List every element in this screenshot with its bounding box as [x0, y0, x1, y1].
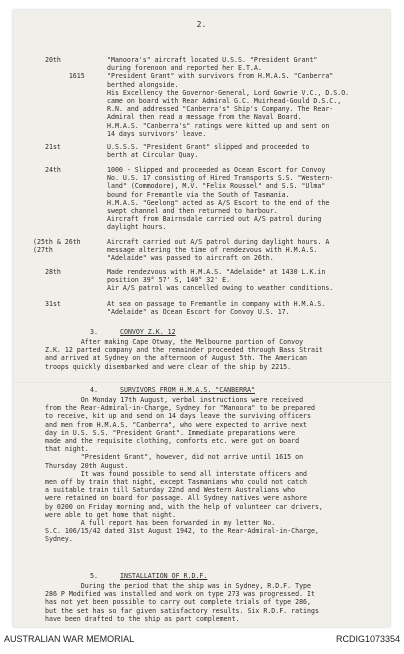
footer-record-id: RCDIG1073354: [335, 634, 400, 644]
section-number: 5.: [90, 572, 98, 580]
entry-date: 31st: [45, 300, 61, 308]
section-number: 4.: [90, 386, 98, 394]
section-convoy-zk12: [45, 328, 375, 371]
section-number: 3.: [90, 328, 98, 336]
entry-text: 1000 - Slipped and proceeded as Ocean Escort for Convoy No. U.S. 17 consisting of Hired Transports S.S. "Western- land" (Commodore), M.V. "Felix Roussel" and S.S. "Ulma" bound for Fremantle via the South of Tasmania. H.M.A.S. "Geelong" acted as A/S Escort to the end of the swept channel and then returned to harbour. Aircraft from Bairnsdale carried out A/S patrol during daylight hours.: [107, 166, 334, 232]
page-number: 2.: [196, 20, 207, 29]
entry-text: Made rendezvous with H.M.A.S. "Adelaide" at 1430 L.K.in position 39° 57' S, 140° 32' E. Air A/S patrol was cancelled owing to weather conditions.: [107, 268, 334, 293]
section-paragraph: A full report has been forwarded in my letter No. S.C. 106/15/42 dated 31st August 1942, to the Rear-Admiral-in-Charge, Sydney.: [45, 519, 319, 544]
entry-date: 21st: [45, 143, 61, 151]
section-paragraph: On Monday 17th August, verbal instructions were received from the Rear-Admiral-in-Charge, Sydney for "Manoora" to be prepared to receive, kit up and send on 14 days leave the surviving officers and men from H.M.A.S. "Canberra", who were expected to arrive next day in U.S. S.S. "President Grant". Immediate preparations were made and the requisite clothing, comforts etc. were got on board that night.: [45, 396, 315, 454]
document-page: [13, 10, 390, 627]
entry-date: 20th 1615: [45, 56, 85, 81]
entry-date: 24th: [45, 166, 61, 174]
entry-text: Aircraft carried out A/S patrol during daylight hours. A message altering the time of rendezvous with H.M.A.S. "Adelaide" was passed to aircraft on 26th.: [107, 238, 330, 263]
section-title: SURVIVORS FROM H.M.A.S. "CANBERRA": [120, 386, 255, 394]
section-canberra-survivors: [45, 386, 375, 544]
entry-date: (25th & 26th (27th: [33, 238, 81, 255]
entry-text: At sea on passage to Fremantle in company with H.M.A.S. "Adelaide" as Ocean Escort for Convoy U.S. 17.: [107, 300, 326, 317]
entry-text: U.S.S.S. "President Grant" slipped and proceeded to berth at Circular Quay.: [107, 143, 310, 160]
section-paragraph: It was found possible to send all interstate officers and men off by train that night, except Tasmanians who could not catch a suitable train till Saturday 22nd and Western Australians who were retained on board for passage. All Sydney natives were ashore by 0200 on Friday morning and, with the help of volunteer car drivers, were able to get home that night.: [45, 469, 323, 519]
section-rdf-installation: [45, 572, 375, 623]
page-fold: [13, 382, 390, 384]
section-paragraph: During the period that the ship was in Sydney, R.D.F. Type 286 P Modified was installed and work on type 273 was progressed. It has not yet been possible to carry out complete trials of type 286, but the set has so far given satisfactory results. Six R.D.F. ratings have been drafted to the ship as part complement.: [45, 582, 319, 623]
section-title: INSTALLATION OF R.D.F.: [120, 572, 208, 580]
section-paragraph: After making Cape Otway, the Melbourne portion of Convoy Z.K. 12 parted company and the remainder proceeded through Bass Strait and arrived at Sydney on the afternoon of August 5th. The American troops quickly disembarked and were clear of the ship by 2215.: [45, 338, 323, 371]
section-paragraph: "President Grant", however, did not arrive until 1615 on Thursday 20th August.: [45, 453, 304, 470]
entry-text: "Manoora's" aircraft located U.S.S. "President Grant" during forenoon and reported her E.T.A. "President Grant" with survivors from H.M.A.S. "Canberra" berthed alongside. His Excellency the Governor-General, Lord Gowrie V.C., D.S.O. came on board with Rear Admiral G.C. Muirhead-Gould D.S.C., R.N. and addressed "Canberra's" Ship's Company. The Rear- Admiral then read a message from the Naval Board. H.M.A.S. "Canberra's" ratings were kitted up and sent on 14 days survivors' leave.: [107, 56, 350, 138]
section-title: CONVOY Z.K. 12: [120, 328, 176, 336]
footer-archive-name: AUSTRALIAN WAR MEMORIAL: [4, 634, 135, 644]
entry-date: 28th: [45, 268, 61, 276]
